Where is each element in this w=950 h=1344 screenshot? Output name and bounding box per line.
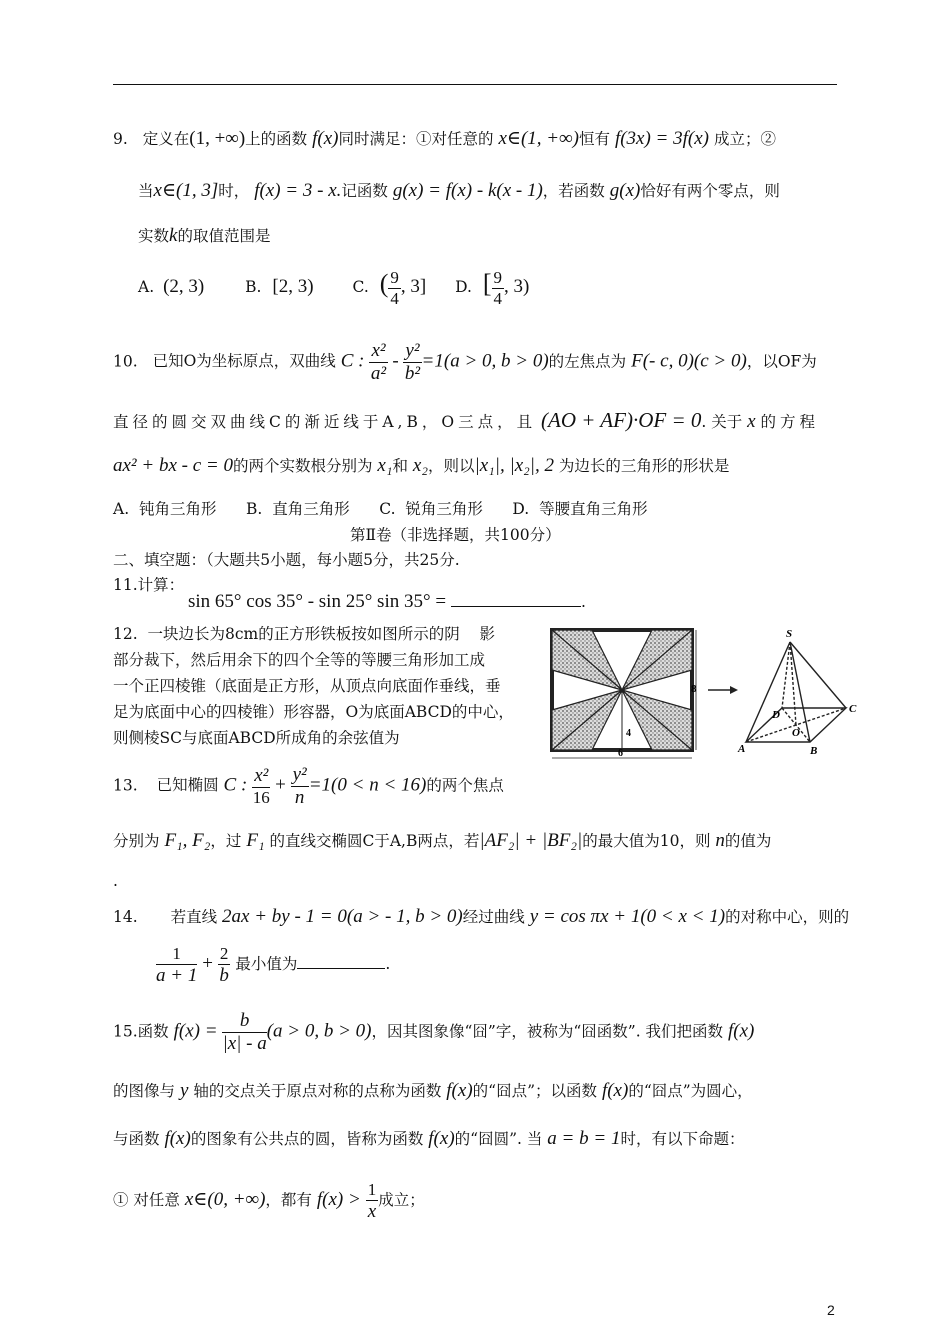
center-o: O bbox=[792, 727, 800, 739]
q12-line-3: 一个正四棱锥（底面是正方形，从顶点向底面作垂线，垂 bbox=[113, 677, 501, 695]
square-sheet bbox=[552, 630, 692, 750]
vertex-a: A bbox=[738, 743, 746, 755]
q13-line-2: 分别为 F₁, F₂，过 F₁ 的直线交椭圆C于A,B两点，若|AF₂| + |BF₂|的最大值为10，则 n的值为 bbox=[113, 830, 772, 851]
q14-answer-blank[interactable] bbox=[297, 952, 385, 969]
option-c-fraction: $\frac{9}{4}$ bbox=[390, 268, 399, 308]
q10-line-2: 直径的圆交双曲线C的渐近线于A,B，O三点，且 (AO + AF)·OF = 0. 关于 x 的方程 bbox=[113, 408, 820, 432]
vertex-b: B bbox=[810, 745, 818, 757]
page-number: 2 bbox=[827, 1302, 835, 1318]
q11-line-1: 11.计算： bbox=[113, 576, 185, 594]
q13-line-3: . bbox=[113, 872, 118, 890]
q9-line-1: 9. 定义在(1, +∞)上的函数 f(x)同时满足：①对任意的 x∈(1, +∞)恒有 f(3x) = 3f(x) 成立；② bbox=[113, 128, 776, 149]
label-4: 4 bbox=[626, 728, 631, 739]
q12-line-4: 足为底面中心的四棱锥）形容器，O为底面ABCD的中心， bbox=[113, 703, 514, 721]
q12-line-5: 则侧棱SC与底面ABCD所成角的余弦值为 bbox=[113, 729, 400, 747]
q15-line-2: 的图像与 y 轴的交点关于原点对称的点称为函数 f(x)的“囧点”；以函数 f(x)的“囧点”为圆心， bbox=[113, 1080, 753, 1101]
vertex-s: S bbox=[786, 628, 793, 640]
q12-line-1: 12. 一块边长为8cm的正方形铁板按如图所示的阴 影 bbox=[113, 625, 495, 643]
q9-number: 9. bbox=[113, 130, 128, 148]
q10-number: 10. bbox=[113, 352, 138, 371]
q15-line-3: 与函数 f(x)的图象有公共点的圆，皆称为函数 f(x)的“囧圆”. 当 a = b = 1时，有以下命题： bbox=[113, 1128, 745, 1149]
q15-line-1: 15.函数 f(x) = $\frac{b}{|x| - a}$ (a > 0, b > 0)，因其图象像“囧”字，被称为“囧函数”. 我们把函数 f(x) bbox=[113, 1010, 755, 1054]
q12-figure bbox=[546, 622, 866, 772]
option-b: [2, 3) bbox=[272, 276, 314, 298]
q9-line-3: 实数k的取值范围是 bbox=[138, 225, 271, 246]
label-6: 6 bbox=[618, 748, 623, 759]
q9-line-2: 当x∈(1, 3]时， f(x) = 3 - x.记函数 g(x) = f(x) - k(x - 1)，若函数 g(x)恰好有两个零点，则 bbox=[138, 180, 780, 201]
q9-options: A. (2, 3) B. [2, 3) C. ( $\frac{9}{4}$ , 3] D. [ $\frac{9}{4}$ , 3) bbox=[138, 268, 530, 308]
q14-line-2: $\frac{1}{a + 1}$ + $\frac{2}{b}$ 最小值为 . bbox=[156, 944, 391, 986]
header-rule bbox=[113, 84, 837, 85]
q10-line-1: 10. 已知O为坐标原点，双曲线 C : $\frac{\text{x²}}{\text{a²}}$ - $\frac{\text{y²}}{\text{b²}}$ =1(a > 0, b > 0)的左焦点为 F(- c, 0)(c > 0)，以OF为 bbox=[113, 340, 817, 384]
option-d-label: D. bbox=[455, 278, 472, 297]
q11-expression: sin 65° cos 35° - sin 25° sin 35° = . bbox=[188, 591, 586, 612]
option-c-label: C. bbox=[352, 278, 369, 297]
part2-title: 第Ⅱ卷（非选择题，共100分） bbox=[350, 526, 561, 544]
option-b-label: B. bbox=[245, 278, 262, 297]
option-a: (2, 3) bbox=[163, 276, 205, 298]
q10-line-3: ax² + bx - c = 0的两个实数根分别为 x₁和 x₂，则以|x₁|, |x₂|, 2 为边长的三角形的形状是 bbox=[113, 455, 730, 476]
vertex-d: D bbox=[772, 709, 780, 721]
q13-line-1: 13. 已知椭圆 C : $\frac{\text{x²}}{16}$ + $\frac{\text{y²}}{n}$ =1(0 < n < 16)的两个焦点 bbox=[113, 764, 504, 808]
arrow-icon bbox=[708, 686, 738, 694]
option-d-fraction: $\frac{9}{4}$ bbox=[493, 268, 503, 308]
q10-options: A. 钝角三角形 B. 直角三角形 C. 锐角三角形 D. 等腰直角三角形 bbox=[113, 500, 648, 518]
q14-line-1: 14. 若直线 2ax + by - 1 = 0(a > - 1, b > 0)经过曲线 y = cos πx + 1(0 < x < 1)的对称中心，则的 bbox=[113, 906, 850, 927]
fill-in-header: 二、填空题：（大题共5小题，每小题5分，共25分. bbox=[113, 551, 460, 569]
q15-line-4: ① 对任意 x∈(0, +∞)，都有 f(x) > $\frac{1}{x}$ 成立； bbox=[113, 1180, 425, 1222]
q11-answer-blank[interactable] bbox=[451, 590, 581, 607]
label-8: 8 bbox=[691, 683, 697, 695]
option-a-label: A. bbox=[138, 278, 155, 297]
vertex-c: C bbox=[849, 703, 857, 715]
q12-line-2: 部分裁下，然后用余下的四个全等的等腰三角形加工成 bbox=[113, 651, 486, 669]
